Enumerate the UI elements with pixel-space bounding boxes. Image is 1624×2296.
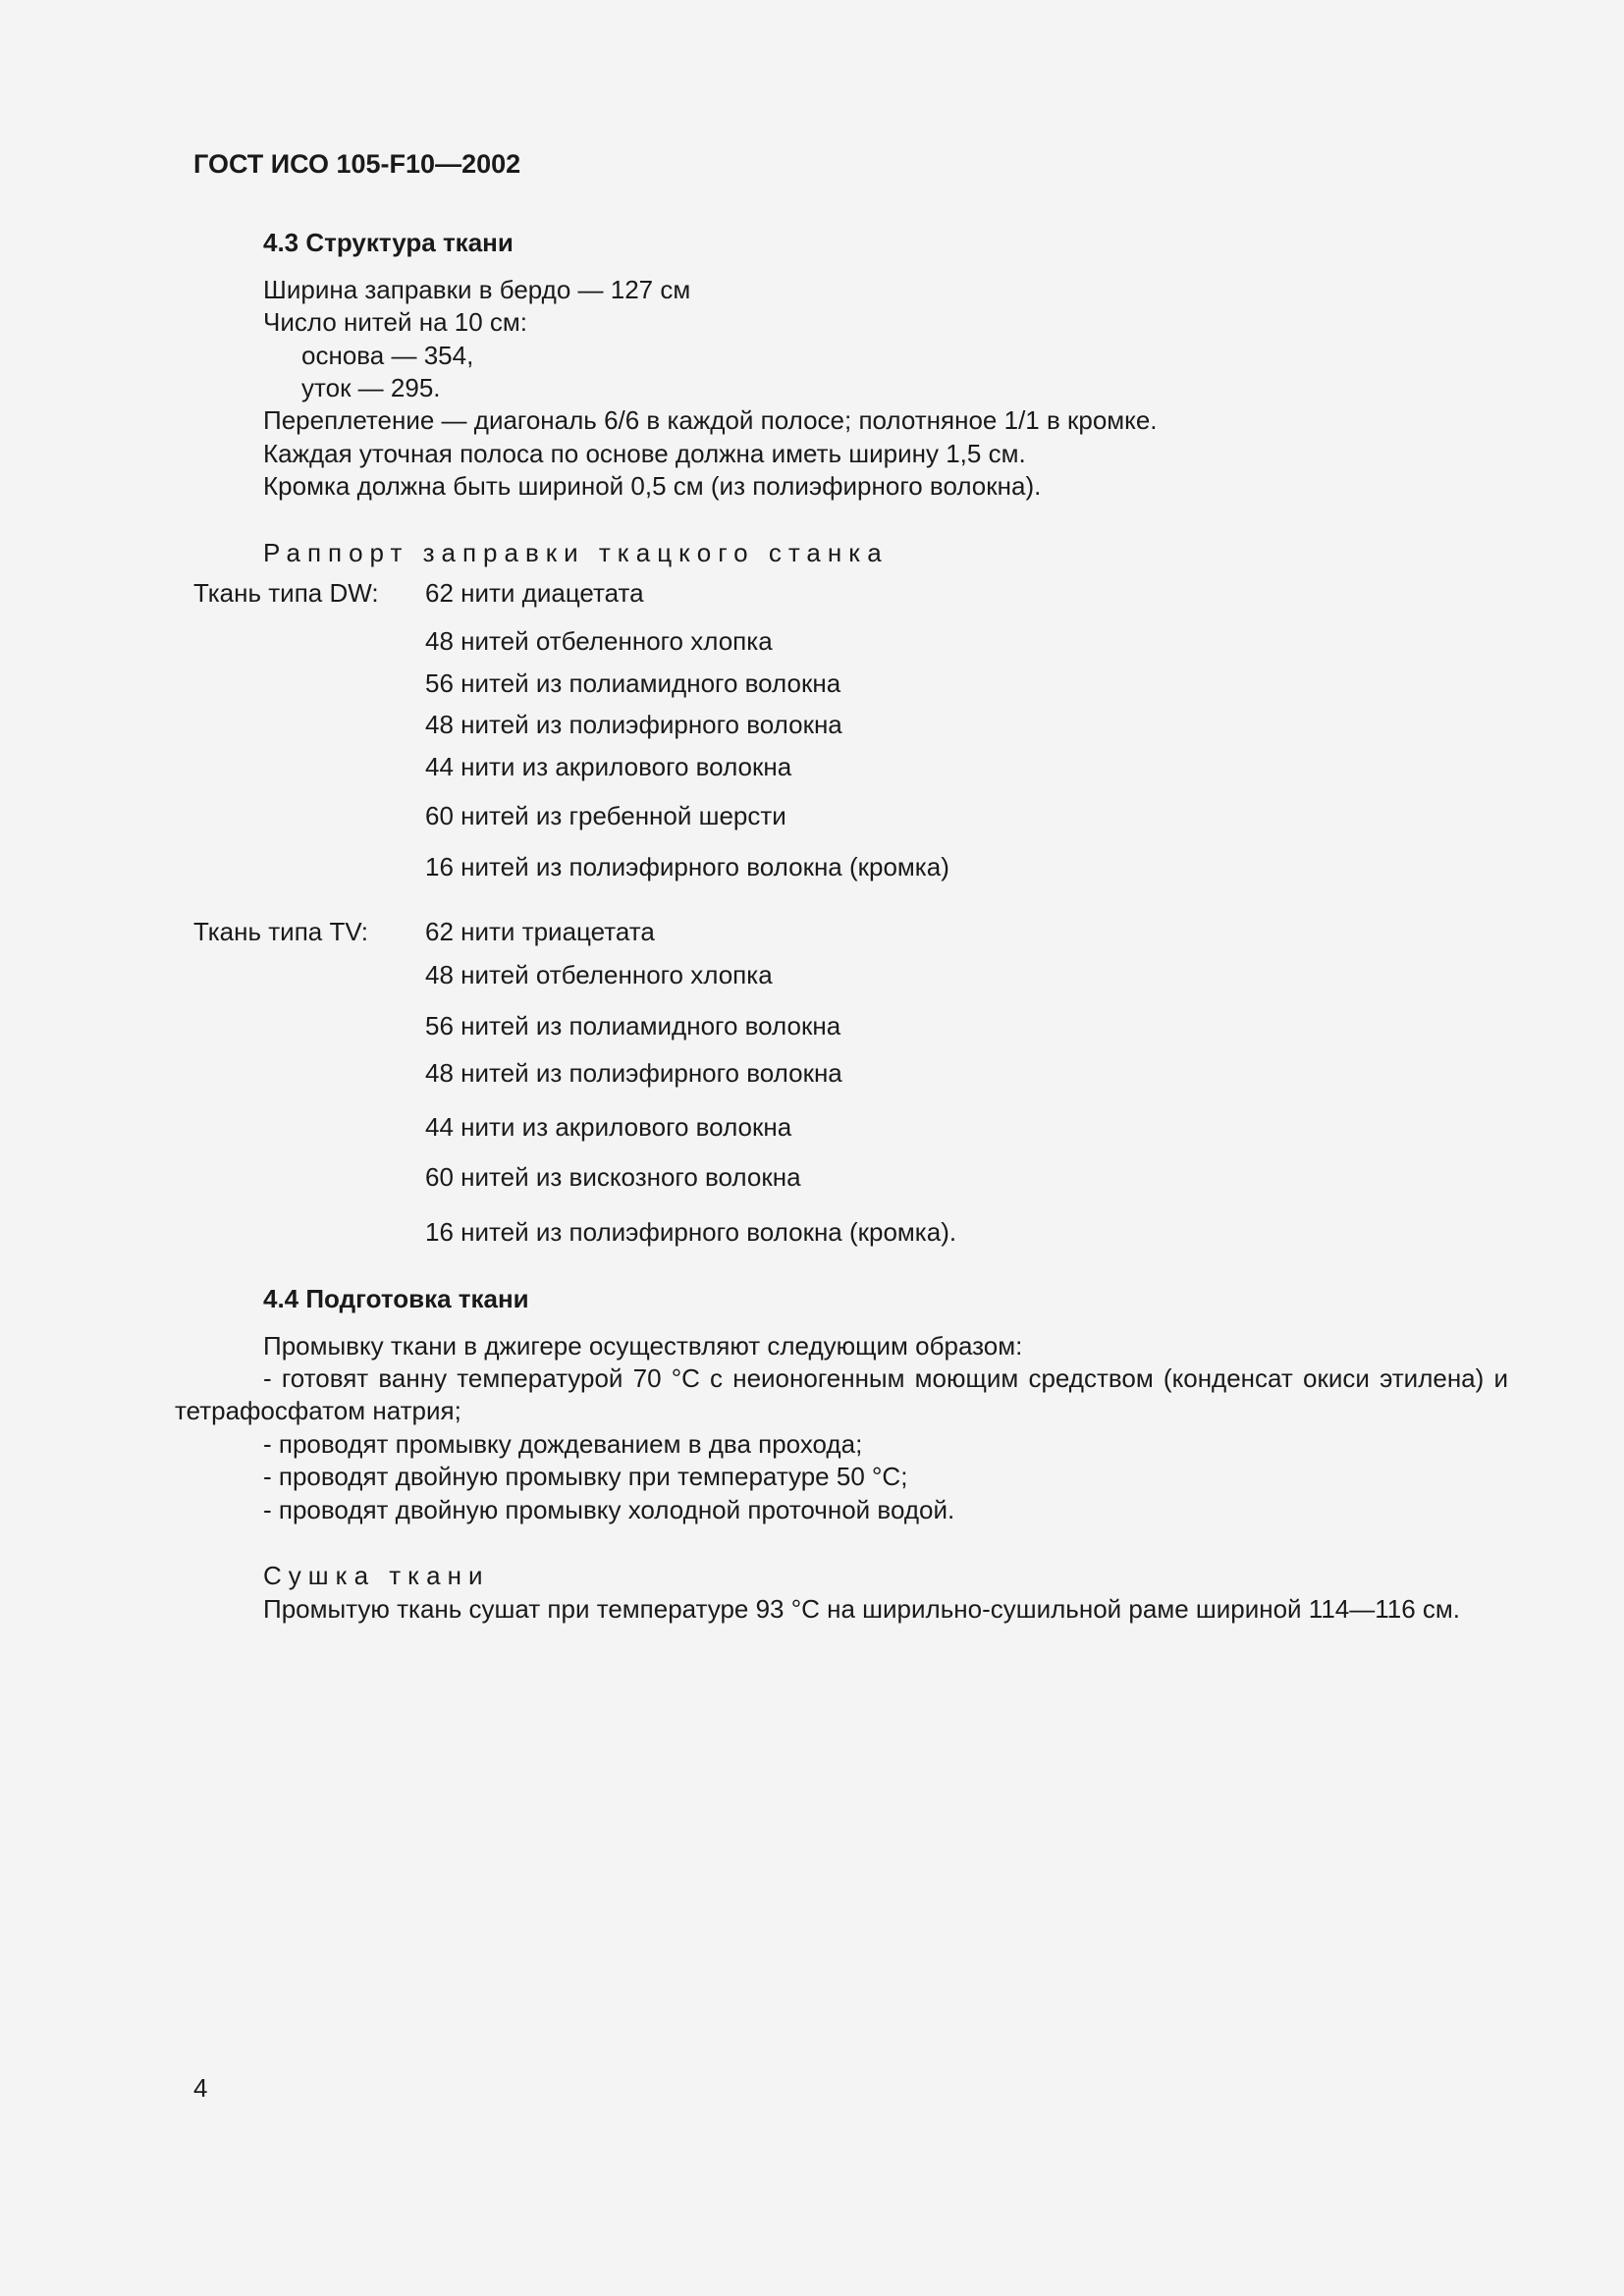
tv-item: 62 нити триацетата — [425, 917, 655, 946]
washing-step-sprinkling: - проводят промывку дождеванием в два прохода; — [263, 1429, 863, 1459]
reed-width-line: Ширина заправки в бердо — 127 см — [263, 275, 691, 304]
tv-item: 16 нитей из полиэфирного волокна (кромка). — [425, 1217, 957, 1247]
document-header: ГОСТ ИСО 105-F10—2002 — [193, 149, 521, 179]
weft-count-line: уток — 295. — [301, 373, 441, 402]
dw-item: 48 нитей отбеленного хлопка — [425, 626, 773, 656]
tv-item: 48 нитей из полиэфирного волокна — [425, 1058, 842, 1088]
dw-item: 44 нити из акрилового волокна — [425, 752, 792, 781]
selvage-line: Кромка должна быть шириной 0,5 см (из полиэфирного волокна). — [263, 471, 1042, 501]
weave-line: Переплетение — диагональ 6/6 в каждой полосе; полотняное 1/1 в кромке. — [263, 405, 1158, 435]
washing-step-double-50: - проводят двойную промывку при температуре 50 °С; — [263, 1462, 908, 1491]
drying-heading: Сушка ткани — [263, 1561, 490, 1590]
fabric-tv-label: Ткань типа TV: — [193, 917, 368, 946]
dw-item: 56 нитей из полиамидного волокна — [425, 668, 841, 698]
tv-item: 44 нити из акрилового волокна — [425, 1112, 792, 1142]
section-4-3-title: 4.3 Структура ткани — [263, 228, 514, 257]
section-4-4-title: 4.4 Подготовка ткани — [263, 1284, 529, 1313]
warp-count-line: основа — 354, — [301, 341, 474, 370]
tv-item: 56 нитей из полиамидного волокна — [425, 1011, 841, 1041]
washing-step-bath: - готовят ванну температурой 70 °С с неионогенным моющим средством (конденсат окиси этилена) и тетрафосфатом натрия; — [175, 1363, 1508, 1425]
washing-step-cold-water: - проводят двойную промывку холодной проточной водой. — [263, 1495, 955, 1524]
dw-item: 60 нитей из гребенной шерсти — [425, 801, 786, 830]
fabric-dw-label: Ткань типа DW: — [193, 578, 379, 608]
drying-text: Промытую ткань сушат при температуре 93 °С на ширильно-сушильной раме шириной 114—116 см. — [263, 1594, 1461, 1624]
tv-item: 48 нитей отбеленного хлопка — [425, 960, 773, 989]
threads-count-line: Число нитей на 10 см: — [263, 307, 527, 337]
dw-item: 16 нитей из полиэфирного волокна (кромка) — [425, 852, 949, 881]
washing-intro: Промывку ткани в джигере осуществляют следующим образом: — [263, 1331, 1023, 1361]
tv-item: 60 нитей из вискозного волокна — [425, 1162, 801, 1192]
loom-rapport-heading: Раппорт заправки ткацкого станка — [263, 538, 889, 567]
stripe-width-line: Каждая уточная полоса по основе должна иметь ширину 1,5 см. — [263, 439, 1026, 468]
dw-item: 48 нитей из полиэфирного волокна — [425, 710, 842, 739]
page-number: 4 — [193, 2073, 208, 2103]
dw-item: 62 нити диацетата — [425, 578, 644, 608]
